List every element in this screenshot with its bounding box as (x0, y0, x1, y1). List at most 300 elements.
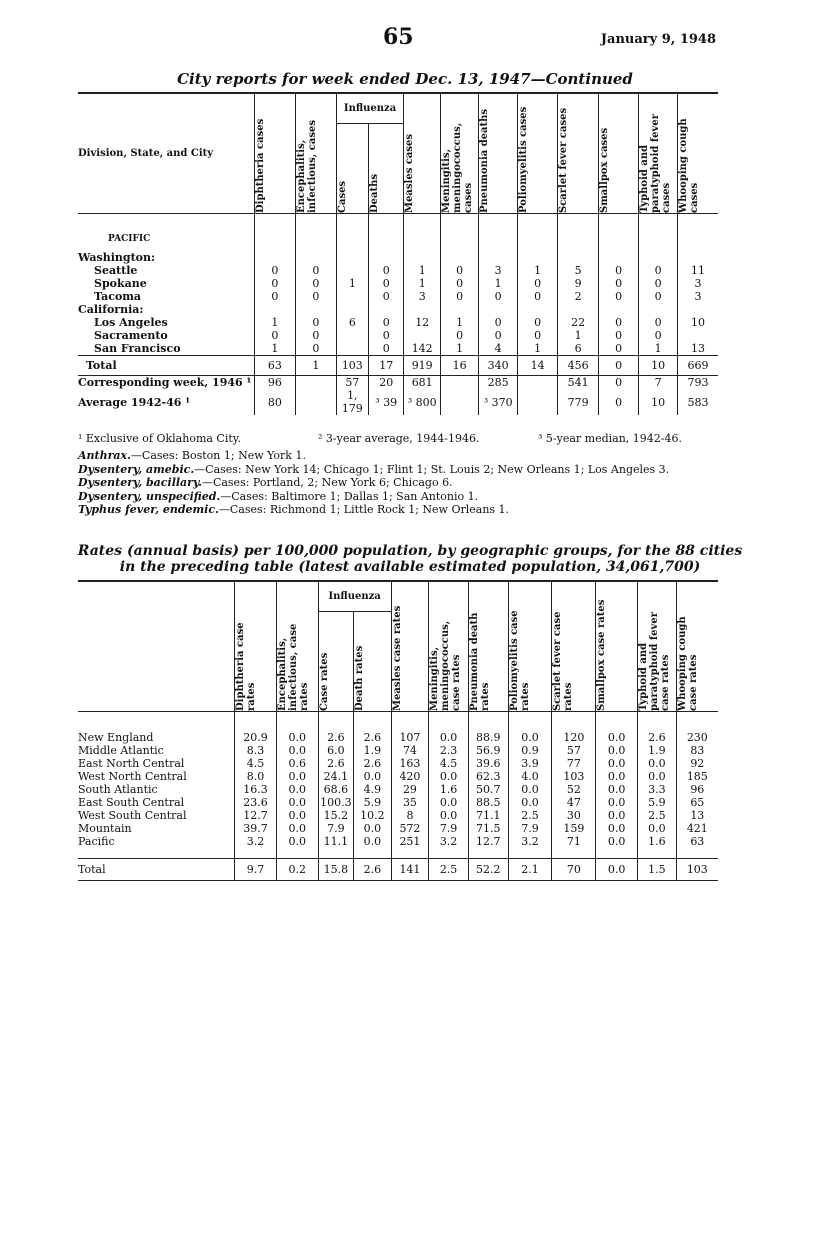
table-cell: 23.6 (235, 796, 277, 809)
table-cell: 7.9 (508, 822, 552, 835)
table-cell: 63 (676, 835, 718, 848)
table-cell: 0.0 (596, 809, 638, 822)
table-cell: 0 (598, 290, 639, 303)
table-row (78, 770, 718, 783)
table-cell: ³ 39 (369, 389, 404, 415)
table-cell: 100.3 (320, 796, 352, 809)
table-cell: 0.0 (276, 744, 318, 757)
note-text: —Cases: Portland, 2; New York 6; Chicago 6. (201, 476, 453, 489)
table-cell: 0 (440, 264, 478, 277)
col-header: Death rates (354, 611, 392, 711)
page-header (0, 24, 816, 54)
table-cell: 4.0 (508, 770, 552, 783)
table-cell: 0.0 (508, 731, 552, 744)
table-cell: 15.2 (318, 809, 353, 822)
table-cell: 2.3 (429, 744, 469, 757)
table-cell: 96 (676, 783, 718, 796)
influenza-group-header: Influenza (318, 581, 391, 611)
table-cell: 681 (404, 376, 440, 390)
table-cell: 88.5 (468, 796, 508, 809)
table-cell: 0 (598, 342, 639, 356)
table-cell: 16 (440, 356, 478, 376)
table-cell (336, 290, 368, 303)
table-cell: 9.7 (235, 858, 277, 880)
row-label: Corresponding week, 1946 ¹ (78, 376, 254, 390)
table-cell: 142 (404, 342, 440, 356)
table-cell: 0 (639, 264, 677, 277)
table-cell: ³ 800 (404, 389, 440, 415)
table-cell: 0.0 (429, 809, 469, 822)
table-cell: 340 (479, 356, 517, 376)
table-cell: 919 (404, 356, 440, 376)
table-cell: 0.0 (596, 770, 638, 783)
table-cell: 141 (391, 858, 429, 880)
row-label: Washington: (78, 251, 156, 264)
table-cell: 103 (676, 858, 718, 880)
table-row (78, 251, 718, 264)
table-cell: 230 (676, 731, 718, 744)
table-cell: 0 (369, 316, 404, 329)
table-cell: 8 (391, 809, 429, 822)
table-cell: 3.2 (508, 835, 552, 848)
table-row (78, 316, 718, 329)
col-header: Measles case rates (391, 581, 429, 711)
col-header: Typhoid and paratyphoid fever case rates (638, 581, 677, 711)
table-cell: 0.0 (508, 783, 552, 796)
table-cell: 0 (254, 264, 296, 277)
col-header: Encephalitis, infectious, cases (296, 93, 337, 213)
table-cell: 6.0 (318, 744, 353, 757)
col-header: Scarlet fever cases (558, 93, 599, 213)
table-cell: 13 (677, 342, 718, 356)
table-cell: 0 (517, 329, 558, 342)
table-cell: 421 (676, 822, 718, 835)
table-cell (598, 303, 639, 316)
table-cell: 2.6 (318, 757, 353, 770)
table-row (78, 329, 718, 342)
table-cell: 92 (676, 757, 718, 770)
table-cell: 1 (336, 277, 368, 290)
table-cell: 0 (254, 277, 296, 290)
table-cell (677, 303, 718, 316)
table-cell: 0.0 (354, 770, 392, 783)
table-cell: 159 (552, 822, 596, 835)
table-cell (517, 389, 558, 415)
table-cell: 0.0 (596, 822, 638, 835)
table-cell: 2.6 (318, 731, 353, 744)
note-text: —Cases: Baltimore 1; Dallas 1; San Antonio 1. (220, 489, 479, 503)
table-cell: 14 (517, 356, 558, 376)
table-cell: 0.0 (429, 731, 469, 744)
table-cell (254, 303, 296, 316)
table-cell: 2.6 (354, 858, 392, 880)
page-number: 65 (383, 24, 414, 50)
table-cell: 71 (552, 835, 596, 848)
table-cell: 1.6 (638, 835, 677, 848)
table-cell (254, 251, 296, 264)
table-cell: 0.0 (638, 757, 677, 770)
table-cell: 0 (296, 277, 337, 290)
row-label: Spokane (94, 277, 147, 290)
note-line (78, 503, 758, 517)
table-cell (517, 303, 558, 316)
footnote: ³ 5-year median, 1942-46. (538, 432, 682, 445)
table-cell: 0 (598, 329, 639, 342)
note-text: —Cases: Boston 1; New York 1. (130, 449, 306, 462)
table-cell: 10 (677, 316, 718, 329)
table-cell: 0 (254, 290, 296, 303)
rates-table (78, 580, 718, 881)
table-cell: 0 (440, 290, 478, 303)
table-cell: 24.1 (318, 770, 353, 783)
table-cell: 12.7 (468, 835, 508, 848)
table-cell: 0 (639, 329, 677, 342)
table-cell: 456 (558, 356, 599, 376)
row-label: Average 1942-46 ¹ (78, 395, 191, 409)
row-label: Total (78, 858, 235, 880)
col-header: Case rates (318, 611, 353, 711)
col-header: Cases (336, 123, 368, 213)
table-cell: 1, 179 (336, 389, 368, 415)
table-cell: 0 (296, 264, 337, 277)
note-line (78, 476, 758, 490)
table-cell: 6 (558, 342, 599, 356)
table-cell: 0.0 (596, 731, 638, 744)
table-cell: 0 (639, 316, 677, 329)
table-cell: 0 (598, 316, 639, 329)
table-cell: 4.5 (429, 757, 469, 770)
table-cell: 0 (517, 277, 558, 290)
table-cell: 3 (677, 290, 718, 303)
table-cell: 0 (598, 376, 639, 390)
table-cell: 4.5 (235, 757, 277, 770)
disease-notes (78, 449, 758, 517)
table-cell: 120 (552, 731, 596, 744)
table-cell: 0.0 (596, 783, 638, 796)
table-cell: 10.2 (354, 809, 392, 822)
table-cell: 0 (254, 329, 296, 342)
table-row (78, 277, 718, 290)
col-header: Pneumonia death rates (468, 581, 508, 711)
table-cell: 9 (558, 277, 599, 290)
table-cell (639, 251, 677, 264)
footnote: ² 3-year average, 1944-1946. (318, 432, 480, 445)
table-cell: 583 (677, 389, 718, 415)
table-cell: 83 (676, 744, 718, 757)
table-cell: 669 (677, 356, 718, 376)
table-cell: 8.0 (235, 770, 277, 783)
row-label: California: (78, 303, 144, 316)
table-row (78, 835, 718, 848)
issue-date: January 9, 1948 (600, 32, 716, 47)
table-cell: 0 (296, 329, 337, 342)
col-header: Diphtheria case rates (235, 581, 277, 711)
table-cell: 0 (440, 329, 478, 342)
table-cell: 50.7 (468, 783, 508, 796)
table-cell (440, 303, 478, 316)
table-cell: 13 (676, 809, 718, 822)
table-cell: 80 (254, 389, 296, 415)
table-row (78, 744, 718, 757)
table-cell: 1 (517, 342, 558, 356)
table-cell: 0 (479, 290, 517, 303)
table-cell: 22 (558, 316, 599, 329)
table-cell: 572 (391, 822, 429, 835)
table-cell: 12.7 (235, 809, 277, 822)
table-cell: 3 (677, 277, 718, 290)
col-header: Scarlet fever case rates (552, 581, 596, 711)
col-header: Diphtheria cases (254, 93, 296, 213)
col-header: Smallpox cases (598, 93, 639, 213)
note-text: —Cases: New York 14; Chicago 1; Flint 1; St. Louis 2; New Orleans 1; Los Angeles 3. (194, 462, 670, 476)
table-cell: 420 (391, 770, 429, 783)
total-row (78, 356, 718, 376)
section-label: PACIFIC (108, 234, 151, 244)
table-cell: 0.0 (429, 770, 469, 783)
table-cell (296, 251, 337, 264)
table-cell: 3.2 (235, 835, 277, 848)
table-cell (479, 303, 517, 316)
table-cell: 0 (440, 277, 478, 290)
table-cell: 0.9 (508, 744, 552, 757)
row-label: Mountain (78, 822, 132, 835)
note-heading: Dysentery, bacillary. (78, 476, 202, 489)
table-cell (639, 303, 677, 316)
col-header: Measles cases (404, 93, 440, 213)
table-cell: 0 (369, 277, 404, 290)
table-cell: 0 (639, 277, 677, 290)
row-label: Total (78, 356, 254, 376)
stub-header: Division, State, and City (78, 93, 254, 213)
table-cell (558, 251, 599, 264)
table-cell: 1.9 (354, 744, 392, 757)
table-cell: 52 (552, 783, 596, 796)
col-header: Whooping cough cases (677, 93, 718, 213)
table-cell: 56.9 (468, 744, 508, 757)
table-cell: 1.9 (638, 744, 677, 757)
table-cell: 0 (369, 342, 404, 356)
table-cell: 39.7 (235, 822, 277, 835)
table-cell: 0.0 (276, 783, 318, 796)
row-label: East North Central (78, 757, 185, 770)
table-cell: 793 (677, 376, 718, 390)
table-cell: 0.0 (276, 835, 318, 848)
table-cell: 5.9 (638, 796, 677, 809)
total-row (78, 858, 718, 880)
table-cell: 12 (404, 316, 440, 329)
table-cell: 3 (479, 264, 517, 277)
table-cell (296, 376, 337, 390)
table-cell: 70 (552, 858, 596, 880)
table-cell: 0 (369, 329, 404, 342)
table-cell: 39.6 (468, 757, 508, 770)
table-cell: 2.6 (354, 731, 392, 744)
table-row (78, 342, 718, 356)
note-heading: Typhus fever, endemic. (78, 503, 219, 516)
table-cell (440, 376, 478, 390)
table-cell: 0.0 (638, 770, 677, 783)
table-cell: 4.9 (354, 783, 392, 796)
table-cell: 1 (479, 277, 517, 290)
col-header: Typhoid and paratyphoid fever cases (639, 93, 677, 213)
table-cell: 5 (558, 264, 599, 277)
table-cell: 3.9 (508, 757, 552, 770)
table-cell: 1 (404, 277, 440, 290)
table-cell: 107 (391, 731, 429, 744)
table-cell (558, 303, 599, 316)
table-row (78, 264, 718, 277)
table-cell: 285 (479, 376, 517, 390)
table-cell: 779 (558, 389, 599, 415)
table2-title: Rates (annual basis) per 100,000 population, by geographic groups, for the 88 cities in the preceding table (latest available estimated population, 34,061,700) (77, 543, 743, 575)
table-cell: 0.0 (276, 822, 318, 835)
col-header: Pneumonia deaths (479, 93, 517, 213)
row-label: East South Central (78, 796, 185, 809)
table-cell: 0 (639, 290, 677, 303)
row-label: Pacific (78, 835, 115, 848)
table-cell (404, 303, 440, 316)
table-cell: 0 (479, 329, 517, 342)
table-cell: 0 (296, 290, 337, 303)
table-cell: 74 (391, 744, 429, 757)
table-cell: 6 (336, 316, 368, 329)
table-cell: 29 (391, 783, 429, 796)
table-cell: 71.5 (468, 822, 508, 835)
table-cell: 0.0 (276, 770, 318, 783)
table-cell: 0 (369, 290, 404, 303)
table-cell (517, 376, 558, 390)
spacer-row (78, 711, 718, 731)
row-label: West North Central (78, 770, 187, 783)
table-cell: 3 (404, 290, 440, 303)
section-row (78, 227, 718, 251)
col-header: Meningitis, meningococcus, cases (440, 93, 478, 213)
table-cell: 2 (558, 290, 599, 303)
table-cell (517, 251, 558, 264)
row-label: Middle Atlantic (78, 744, 164, 757)
table-cell: 57 (552, 744, 596, 757)
table-cell: 8.3 (235, 744, 277, 757)
table-row (78, 822, 718, 835)
table-cell (440, 251, 478, 264)
table-cell: 0.0 (429, 796, 469, 809)
table-cell (598, 251, 639, 264)
table-cell: 1 (404, 264, 440, 277)
table-cell: 7 (639, 376, 677, 390)
table-cell (336, 329, 368, 342)
table-cell: 103 (552, 770, 596, 783)
table-cell: 63 (254, 356, 296, 376)
table-cell: 71.1 (468, 809, 508, 822)
table-cell: 103 (336, 356, 368, 376)
col-header: Smallpox case rates (596, 581, 638, 711)
table-row (78, 809, 718, 822)
table-cell: 251 (391, 835, 429, 848)
table-cell: 0.0 (596, 858, 638, 880)
table-cell: 0 (479, 316, 517, 329)
table-cell: 5.9 (354, 796, 392, 809)
table-cell: 17 (369, 356, 404, 376)
table-cell: 0.0 (596, 835, 638, 848)
col-header: Poliomyelitis case rates (508, 581, 552, 711)
col-header: Whooping cough case rates (676, 581, 718, 711)
table-cell: 88.9 (468, 731, 508, 744)
table-cell (440, 389, 478, 415)
table-cell (336, 303, 368, 316)
table-cell: 1.6 (429, 783, 469, 796)
table-cell: 1 (440, 342, 478, 356)
city-reports-table (78, 92, 718, 415)
table-cell: 15.8 (318, 858, 353, 880)
table-cell: 1 (558, 329, 599, 342)
comparison-row (78, 389, 718, 415)
table-cell: 3.2 (429, 835, 469, 848)
table-cell: 35 (391, 796, 429, 809)
table-row (78, 783, 718, 796)
table-cell: 2.1 (508, 858, 552, 880)
table-cell: 0.0 (276, 796, 318, 809)
col-header: Meningitis, meningococcus, case rates (429, 581, 469, 711)
table-cell: 65 (676, 796, 718, 809)
table-cell: 10 (639, 389, 677, 415)
table-cell: 3.3 (638, 783, 677, 796)
table-cell: 0.0 (276, 809, 318, 822)
table-cell: 16.3 (235, 783, 277, 796)
table-cell: 185 (676, 770, 718, 783)
table-cell (369, 303, 404, 316)
table-cell: 163 (391, 757, 429, 770)
table-cell: 57 (336, 376, 368, 390)
table-cell (479, 251, 517, 264)
table-cell (336, 264, 368, 277)
table-cell (677, 329, 718, 342)
table-cell: 1 (254, 316, 296, 329)
table-cell: 68.6 (318, 783, 353, 796)
comparison-row (78, 376, 718, 390)
row-label: San Francisco (94, 342, 181, 355)
col-header: Encephalitis, infectious, case rates (276, 581, 318, 711)
table-cell: 0.0 (596, 796, 638, 809)
table-cell: 7.9 (429, 822, 469, 835)
table-cell (296, 389, 337, 415)
table-row (78, 731, 718, 744)
table-cell: 0.0 (354, 822, 392, 835)
table-cell (336, 251, 368, 264)
table-cell: 0 (296, 316, 337, 329)
table-cell: 0.6 (276, 757, 318, 770)
table-cell: 1 (296, 356, 337, 376)
table-row (78, 796, 718, 809)
note-heading: Dysentery, unspecified. (78, 489, 221, 503)
table-row (78, 757, 718, 770)
table-cell: 4 (479, 342, 517, 356)
table-cell: 0 (369, 264, 404, 277)
table-cell: 1 (254, 342, 296, 356)
table-cell: 7.9 (318, 822, 353, 835)
table-cell: 20 (369, 376, 404, 390)
table-cell: 2.5 (638, 809, 677, 822)
table-cell: 47 (552, 796, 596, 809)
table-cell: 0.2 (276, 858, 318, 880)
footnote: ¹ Exclusive of Oklahoma City. (78, 432, 242, 445)
table-cell: 96 (254, 376, 296, 390)
note-line (78, 449, 758, 463)
table-cell: 0 (296, 342, 337, 356)
row-label: New England (78, 731, 154, 744)
note-text: —Cases: Richmond 1; Little Rock 1; New Orleans 1. (218, 503, 510, 516)
row-label: Los Angeles (94, 316, 168, 329)
table-cell: 0.0 (596, 744, 638, 757)
